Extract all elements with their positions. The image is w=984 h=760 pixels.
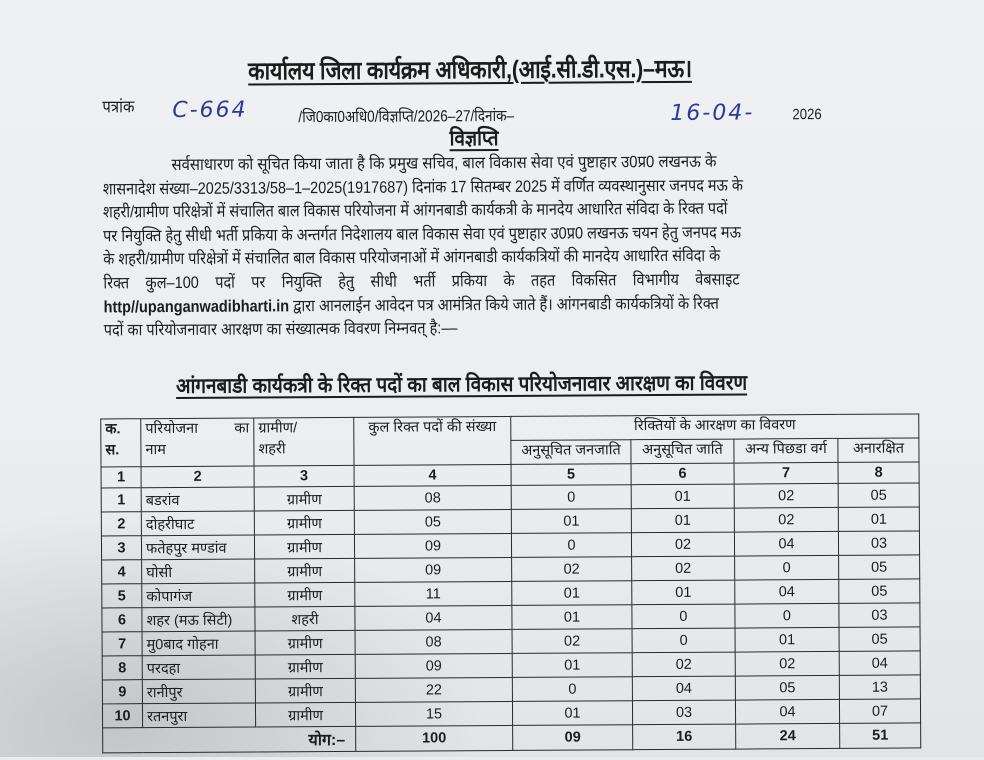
header-project-line2: नाम — [145, 442, 166, 459]
cell-type: ग्रामीण — [254, 510, 354, 535]
cell-project: घोसी — [142, 559, 255, 584]
notice-body — [103, 149, 916, 343]
cell-project: बडरांव — [141, 487, 254, 512]
column-index: 1 — [101, 467, 141, 488]
cell-total: 04 — [355, 605, 512, 630]
cell-st: 01 — [512, 653, 632, 678]
cell-sc: 01 — [632, 580, 735, 605]
body-line-after-site: द्वारा आनलाईन आवेदन पत्र आमंत्रित किये जाते हैं। आंगनबाडी कार्यकत्रियों के रिक्त — [289, 294, 719, 315]
body-line: शहरी/ग्रामीण परिक्षेत्रों में संचालित बाल विकास परियोजना में आंगनबाडी कार्यकत्री के मानदेय आधारित संविदा के रिक्त पदों — [102, 199, 728, 222]
cell-type: ग्रामीण — [255, 582, 355, 607]
cell-sc: 01 — [631, 484, 734, 509]
reference-number-handwritten: C-664 — [172, 97, 248, 123]
cell-type: शहरी — [255, 606, 355, 631]
cell-total: 05 — [354, 509, 511, 534]
cell-unreserved: 05 — [839, 627, 920, 651]
header-project-word2: का — [234, 420, 250, 437]
cell-project: रतनपुरा — [142, 703, 255, 728]
cell-type: ग्रामीण — [255, 630, 355, 655]
vacancy-table — [100, 413, 921, 753]
header-reservation-group: रिक्तियों के आरक्षण का विवरण — [511, 414, 919, 440]
column-index: 8 — [838, 462, 919, 483]
header-obc: अन्य पिछडा वर्ग — [734, 438, 838, 463]
cell-obc: 02 — [734, 507, 838, 532]
body-line: के शहरी/ग्रामीण परिक्षेत्रों में संचालित बाल विकास परियोजनाओं में आंगनबाडी कार्यकत्रियों की मानदेय आधारित संविदा के — [103, 247, 721, 269]
date-year: 2026 — [792, 106, 822, 124]
cell-st: 02 — [512, 557, 632, 582]
cell-project: फतेहपुर मण्डांव — [141, 535, 254, 560]
cell-sno: 4 — [102, 560, 142, 584]
header-project-word1: परियोजना — [145, 420, 198, 438]
totals-row — [103, 723, 921, 753]
cell-obc: 04 — [734, 531, 838, 556]
cell-obc: 0 — [735, 603, 839, 628]
body-line: पदों का परियोजनावार आरक्षण का संख्यात्मक विवरण निम्नवत् है:–– — [103, 319, 458, 340]
cell-unreserved: 05 — [839, 579, 920, 603]
totals-obc: 24 — [736, 723, 840, 749]
cell-obc: 02 — [735, 651, 839, 676]
header-sno-line2: स. — [105, 442, 120, 459]
cell-obc: 02 — [734, 483, 838, 508]
cell-project: रानीपुर — [142, 679, 255, 704]
cell-unreserved: 03 — [838, 531, 919, 555]
body-line: सर्वसाधारण को सूचित किया जाता है कि प्रमुख सचिव, बाल विकास सेवा एवं पुष्टाहार उ0प्र0 लखनऊ के — [171, 152, 717, 175]
cell-type: ग्रामीण — [255, 678, 355, 703]
cell-total: 08 — [354, 485, 511, 510]
cell-project: कोपागंज — [142, 583, 255, 608]
cell-project: मु0बाद गोहना — [142, 631, 255, 656]
cell-total: 22 — [355, 677, 512, 702]
cell-type: ग्रामीण — [255, 654, 355, 679]
cell-sc: 01 — [631, 508, 734, 533]
reference-path: /जि0का0अधि0/विज्ञप्ति/2026–27/दिनांक– — [298, 107, 515, 127]
column-index: 2 — [141, 466, 254, 488]
cell-sc: 0 — [632, 628, 735, 653]
cell-sc: 02 — [631, 532, 734, 557]
cell-type: ग्रामीण — [255, 558, 355, 583]
cell-sno: 6 — [102, 608, 142, 632]
totals-sc: 16 — [633, 724, 736, 750]
cell-total: 09 — [355, 653, 512, 678]
cell-project: परदहा — [142, 655, 255, 680]
reference-label: पत्रांक — [102, 97, 135, 117]
header-type — [254, 417, 354, 466]
totals-unreserved: 51 — [840, 723, 921, 748]
cell-type: ग्रामीण — [254, 486, 354, 511]
cell-project: शहर (मऊ सिटी) — [142, 607, 255, 632]
cell-sc: 0 — [632, 604, 735, 629]
cell-total: 09 — [355, 557, 512, 582]
cell-unreserved: 04 — [839, 651, 920, 675]
header-sno — [101, 419, 141, 467]
cell-unreserved: 13 — [839, 675, 920, 699]
body-line: रिक्त कुल–100 पदों पर नियुक्ति हेतु सीधी भर्ती प्रकिया के तहत विकसित विभागीय वेबसाइट — [103, 270, 740, 293]
cell-sc: 02 — [632, 652, 735, 677]
cell-st: 0 — [512, 677, 632, 702]
cell-st: 0 — [511, 485, 631, 510]
cell-sc: 02 — [632, 556, 735, 581]
column-index: 5 — [511, 464, 631, 486]
totals-st: 09 — [513, 725, 633, 751]
totals-label: योग:– — [103, 726, 356, 753]
notice-heading: विज्ञप्ति — [449, 127, 499, 151]
column-index: 3 — [254, 465, 354, 487]
cell-total: 09 — [354, 533, 511, 558]
cell-sno: 9 — [102, 680, 142, 704]
reference-line — [102, 89, 922, 128]
cell-st: 01 — [512, 581, 632, 606]
cell-sc: 03 — [632, 700, 735, 725]
cell-project: दोहरीघाट — [141, 511, 254, 536]
cell-obc: 0 — [735, 555, 839, 580]
header-sno-line1: क. — [105, 421, 121, 438]
cell-unreserved: 03 — [839, 603, 920, 627]
cell-unreserved: 07 — [839, 699, 920, 723]
header-unreserved: अनारक्षित — [838, 438, 919, 462]
cell-unreserved: 05 — [839, 555, 920, 579]
date-handwritten: 16-04- — [670, 100, 755, 126]
cell-sno: 1 — [101, 488, 141, 512]
column-index: 6 — [631, 463, 734, 485]
cell-obc: 04 — [735, 699, 839, 724]
header-st: अनुसूचित जनजाति — [511, 440, 631, 465]
table-title: आंगनबाडी कार्यकत्री के रिक्त पदों का बाल विकास परियोजनावार आरक्षण का विवरण — [175, 371, 748, 398]
cell-sno: 3 — [101, 536, 141, 560]
cell-sc: 04 — [632, 676, 735, 701]
cell-unreserved: 05 — [838, 483, 919, 507]
cell-obc: 01 — [735, 627, 839, 652]
header-project — [141, 418, 254, 467]
cell-sno: 8 — [102, 656, 142, 680]
body-line: शासनादेश संख्या–2025/3313/58–1–2025(1917687) दिनांक 17 सितम्बर 2025 में वर्णित व्यवस्थानुसार जनपद मऊ के — [102, 176, 743, 199]
totals-total: 100 — [356, 725, 513, 751]
cell-obc: 04 — [735, 579, 839, 604]
cell-sno: 10 — [102, 704, 142, 728]
cell-sno: 5 — [102, 584, 142, 608]
cell-sno: 2 — [101, 512, 141, 536]
cell-sno: 7 — [102, 632, 142, 656]
column-index: 4 — [354, 464, 511, 486]
header-sc: अनुसूचित जाति — [631, 439, 734, 464]
cell-total: 11 — [355, 581, 512, 606]
website-link[interactable]: http//upanganwadibharti.in — [103, 296, 290, 316]
cell-obc: 05 — [735, 675, 839, 700]
cell-st: 01 — [512, 701, 632, 726]
column-index: 7 — [734, 462, 838, 484]
cell-total: 08 — [355, 629, 512, 654]
cell-total: 15 — [355, 701, 512, 726]
office-title: कार्यालय जिला कार्यक्रम अधिकारी,(आई.सी.डी.एस.)–मऊ। — [248, 54, 692, 86]
header-total-posts: कुल रिक्त पदों की संख्या — [354, 416, 511, 465]
header-type-line2: शहरी — [258, 441, 286, 458]
header-type-line1: ग्रामीण/ — [258, 420, 298, 437]
cell-unreserved: 01 — [838, 507, 919, 531]
cell-type: ग्रामीण — [255, 702, 355, 727]
cell-type: ग्रामीण — [254, 534, 354, 559]
cell-st: 01 — [512, 605, 632, 630]
cell-st: 0 — [511, 533, 631, 558]
body-line: पर नियुक्ति हेतु सीधी भर्ती प्रकिया के अन्तर्गत निदेशालय बाल विकास सेवा एवं पुष्टाहार उ0प्र0 लखनऊ चयन हेतु जनपद मऊ — [103, 223, 742, 246]
cell-st: 01 — [511, 509, 631, 534]
cell-st: 02 — [512, 629, 632, 654]
